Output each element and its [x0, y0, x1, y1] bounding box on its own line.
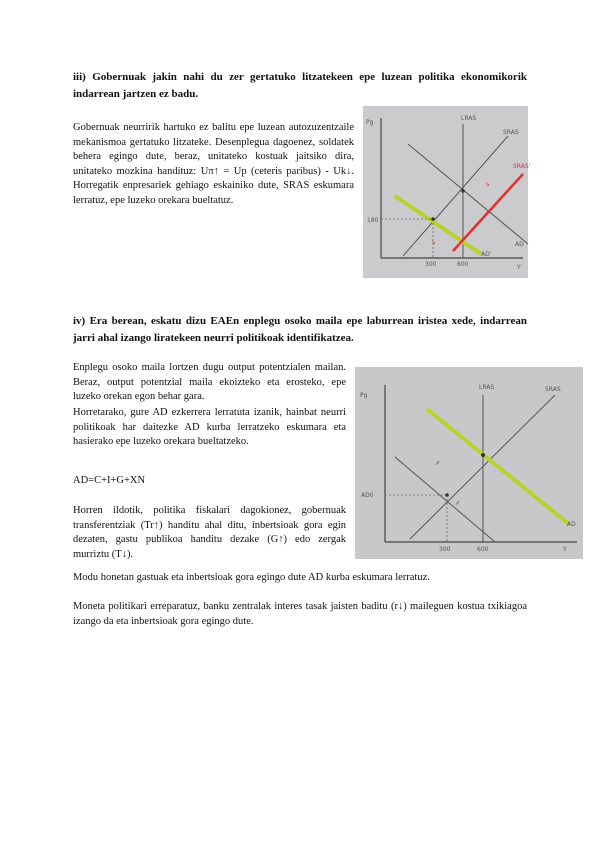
x-tick-300: 300: [425, 261, 437, 268]
sras-label: SRAS: [503, 129, 519, 136]
shift-arrow-icon: ⇘: [485, 181, 491, 188]
section-4-line-4: Modu honetan gastuak eta inbertsioak gora egingo dute AD kurba eskumara lerratuz.: [73, 572, 430, 583]
shift-arrow-icon: ⇗: [455, 500, 461, 507]
section-4-heading: iv) Era berean, eskatu dizu EAEn enplegu osoko maila epe laburrean iristea xede, indarrean jarri ahal izango liratekeen neurri politikoak identifikatzea.: [73, 315, 527, 344]
shift-arrow-icon: ⇗: [435, 460, 441, 467]
section-4-paragraph-3: Horren ildotik, politika fiskalari dagokionez, gobernuak transferentziak (Tr↑) handitu ahal ditu, inbertsioak gora egin dezaten, gastu publikoa handitu dezake (G↑) edo zergak murriztu (T↓).: [73, 505, 346, 560]
x-axis-label: Y: [517, 264, 521, 271]
equilibrium-point: [445, 493, 449, 497]
sras-label: SRAS: [545, 386, 561, 393]
x-axis-label: Y: [563, 546, 567, 553]
y-axis-label: Pg: [360, 392, 368, 399]
section-4-paragraph-1: Enplegu osoko maila lortzen dugu output potentzialen mailan. Beraz, output potentzial maila ekoizteko eta erosteko, epe luzeko orekan egon behar gara.: [73, 362, 346, 403]
price-level-label: 180: [367, 217, 379, 224]
y-axis-label: Pg: [366, 119, 374, 126]
ad-label: AD: [515, 241, 524, 248]
graph-photo-long-run-adjustment: [363, 106, 531, 278]
section-4-paragraph-5: Moneta politikari erreparatuz, banku zentralak interes tasak jaisten baditu (r↓) maileguen kostua txikiagoa izango da eta inbertsioak gora egingo dute.: [73, 601, 527, 627]
ad-label: AD: [567, 521, 576, 528]
long-run-graph: [363, 106, 531, 278]
section-3-paragraph: Gobernuak neurririk hartuko ez balitu epe luzean autozuzentzaile mekanismoa gertatuko litzateke. Desenplegua dagoenez, soldatek behera egingo dute, beraz, unitateko kostuak jaitsiko dira, unitateko mozkina handituz: Uπ↑ = Up (ceteris paribus) - Uk↓. Horregatik enpresariek gehiago eskainiko dute, SRAS eskumara lerratuz, epe luzeko orekara bueltatuz.: [73, 122, 354, 206]
x-tick-600: 600: [457, 261, 469, 268]
equilibrium-point: [431, 217, 435, 221]
section-4-paragraph-2: Horretarako, gure AD ezkerrera lerratuta izanik, hainbat neurri politikoak har daitezke AD kurba lerratzeko eskumara eta hasierako epe luzeko orekara bueltatzeko.: [73, 407, 346, 448]
ad-shift-graph: [355, 367, 583, 559]
long-run-equilibrium-point: [461, 189, 465, 193]
ad0-label: AD0: [361, 492, 374, 499]
ad-prime-label: AD': [481, 251, 492, 258]
long-run-equilibrium-point: [481, 453, 485, 457]
lras-label: LRAS: [479, 384, 495, 391]
section-3-heading: iii) Gobernuak jakin nahi du zer gertatuko litzatekeen epe luzean politika ekonomikorik indarrean jartzen ez badu.: [73, 71, 527, 100]
x-tick-300: 300: [439, 546, 451, 553]
ad-formula: AD=C+I+G+XN: [73, 475, 146, 486]
x-tick-600: 600: [477, 546, 489, 553]
sras-prime-label: SRAS': [513, 163, 531, 170]
graph-photo-ad-shift: [355, 367, 583, 559]
lras-label: LRAS: [461, 115, 477, 122]
shift-arrow-icon: ⇘: [431, 239, 437, 246]
